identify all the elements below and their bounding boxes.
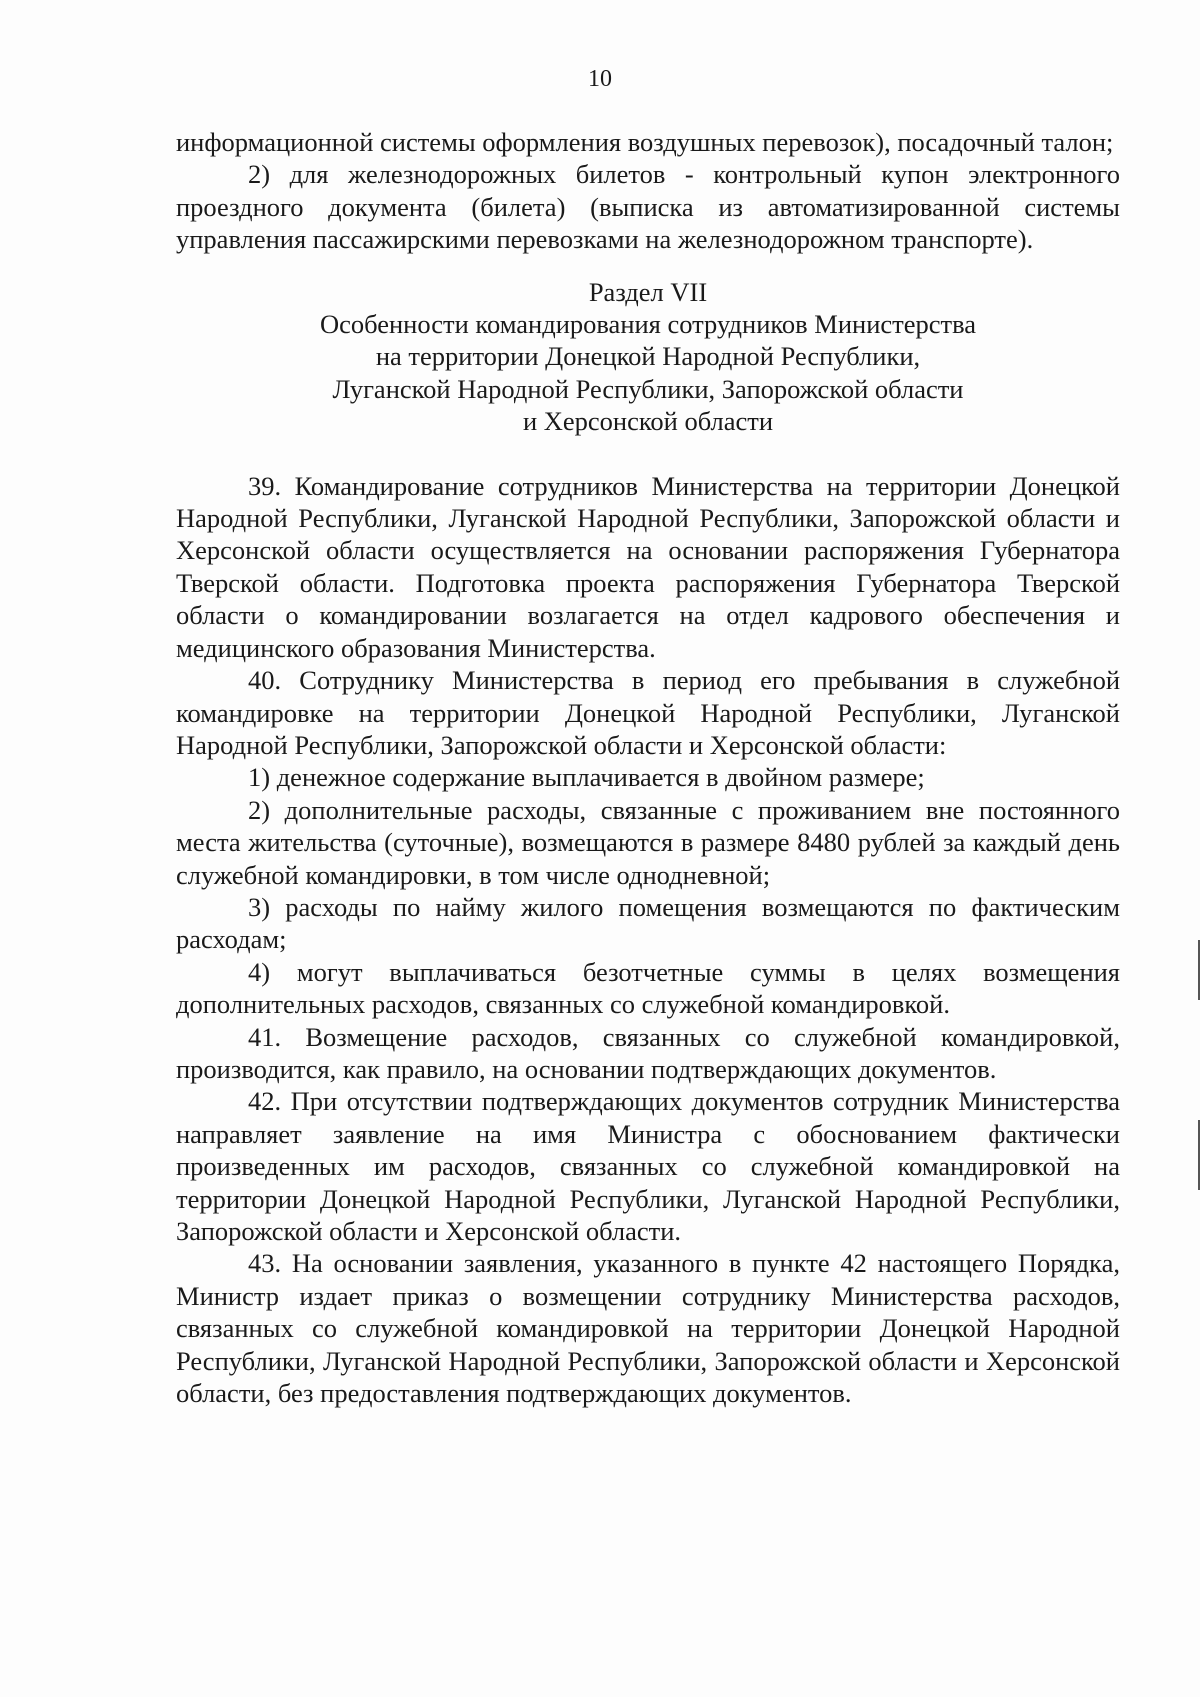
paragraph-40-item-2: 2) дополнительные расходы, связанные с проживанием вне постоянного места жительства (суточные), возмещаются в размере 8480 рублей за каждый день служебной командировки, в том числе однодневной; — [176, 794, 1120, 890]
paragraph-40-item-4: 4) могут выплачиваться безотчетные суммы в целях возмещения дополнительных расходов, связанных со служебной командировкой. — [176, 956, 1120, 1020]
document-body — [176, 126, 1120, 1409]
section-number: Раздел VII — [588, 276, 708, 307]
section-spacer — [176, 438, 1120, 470]
paragraph-39: 39. Командирование сотрудников Министерства на территории Донецкой Народной Республики, Луганской Народной Республики, Запорожской области и Херсонской области осуществляется на основании распоряжения Губернатора Тверской области. Подготовка проекта распоряжения Губернатора Тверской области о командировании возлагается на отдел кадрового обеспечения и медицинского образования Министерства. — [176, 470, 1120, 663]
paragraph-40-item-3: 3) расходы по найму жилого помещения возмещаются по фактическим расходам; — [176, 891, 1120, 955]
section-title-line: Луганской Народной Республики, Запорожской области — [332, 373, 964, 404]
section-heading — [176, 276, 1120, 438]
paragraph-40-item-1: 1) денежное содержание выплачивается в двойном размере; — [248, 762, 925, 793]
section-title-line: Особенности командирования сотрудников Министерства — [319, 309, 977, 340]
paragraph-43: 43. На основании заявления, указанного в пункте 42 настоящего Порядка, Министр издает приказ о возмещении сотруднику Министерства расходов, связанных со служебной командировкой на территории Донецкой Народной Республики, Луганской Народной Республики, Запорожской области и Херсонской области, без предоставления подтверждающих документов. — [176, 1248, 1120, 1409]
intro-item-2: 2) для железнодорожных билетов - контрольный купон электронного проездного документа (билета) (выписка из автоматизированной системы управления пассажирскими перевозками на железнодорожном транспорте). — [176, 159, 1120, 255]
section-title-line: на территории Донецкой Народной Республики, — [375, 341, 921, 372]
page-number: 10 — [588, 66, 612, 92]
intro-continuation: информационной системы оформления воздушных перевозок), посадочный талон; — [176, 127, 1114, 157]
section-title-line: и Херсонской области — [522, 406, 774, 437]
paragraph-40: 40. Сотруднику Министерства в период его пребывания в служебной командировке на территории Донецкой Народной Республики, Луганской Народной Республики, Запорожской области и Херсонской области: — [176, 665, 1120, 760]
paragraph-41: 41. Возмещение расходов, связанных со служебной командировкой, производится, как правило, на основании подтверждающих документов. — [176, 1021, 1120, 1084]
paragraph-42: 42. При отсутствии подтверждающих документов сотрудник Министерства направляет заявление на имя Министра с обоснованием фактически произведенных им расходов, связанных со служебной командировкой на территории Донецкой Народной Республики, Луганской Народной Республики, Запорожской области и Херсонской области. — [176, 1086, 1120, 1246]
